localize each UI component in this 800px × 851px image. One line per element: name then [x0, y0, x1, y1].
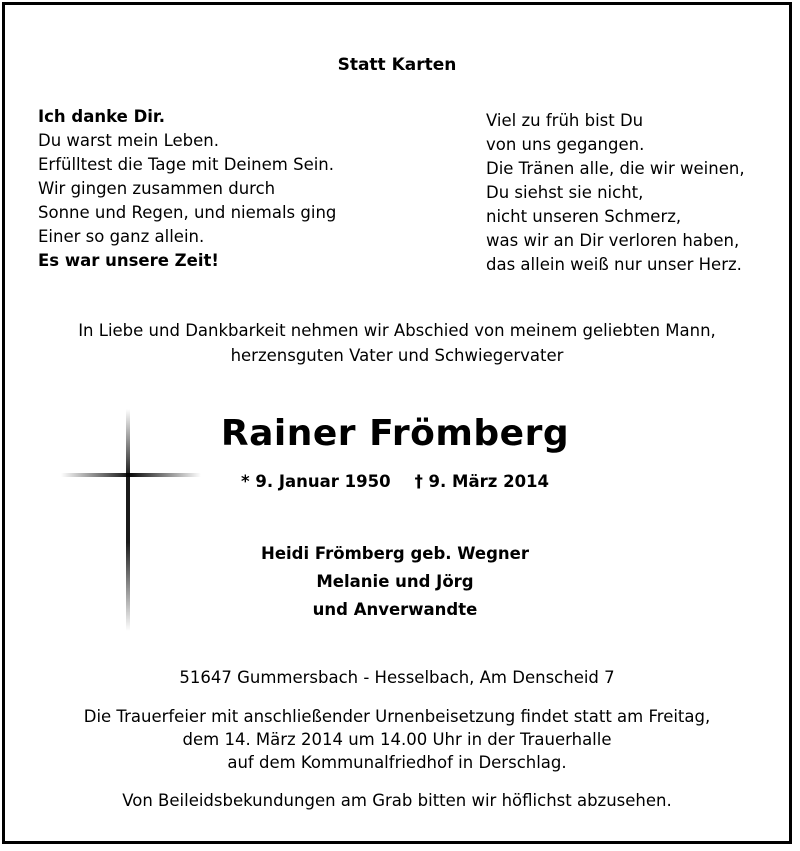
poem-left-line: Sonne und Regen, und niemals ging — [38, 203, 337, 222]
poem-right-line: Du siehst sie nicht, — [486, 183, 644, 202]
closing-note: Von Beileidsbekundungen am Grab bitten wir höflichst abzusehen. — [122, 791, 672, 810]
birth-date: * 9. Januar 1950 — [240, 472, 391, 491]
poem-left-line: Erfülltest die Tage mit Deinem Sein. — [38, 155, 335, 174]
poem-left-line: Ich danke Dir. — [38, 107, 165, 126]
intro-line: herzensguten Vater und Schwiegervater — [230, 346, 564, 365]
ceremony-line: auf dem Kommunalfriedhof in Derschlag. — [227, 753, 567, 772]
intro-text — [5, 318, 789, 368]
mourner-line: und Anverwandte — [312, 600, 478, 619]
deceased-name: Rainer Frömberg — [220, 413, 570, 454]
poem-right-line: nicht unseren Schmerz, — [486, 207, 682, 226]
poem-right-line: von uns gegangen. — [486, 135, 645, 154]
poem-right-line: was wir an Dir verloren haben, — [486, 231, 740, 250]
poem-left-line: Du warst mein Leben. — [38, 131, 220, 150]
poem-left-line: Es war unsere Zeit! — [38, 251, 219, 270]
poem-left-line: Wir gingen zusammen durch — [38, 179, 276, 198]
obituary-notice — [2, 2, 792, 844]
intro-line: In Liebe und Dankbarkeit nehmen wir Abschied von meinem geliebten Mann, — [78, 321, 716, 340]
mourner-line: Heidi Frömberg geb. Wegner — [261, 544, 529, 563]
ceremony-line: Die Trauerfeier mit anschließender Urnenbeisetzung findet statt am Freitag, — [83, 707, 711, 726]
life-dates — [145, 472, 645, 491]
poem-left-line: Einer so ganz allein. — [38, 227, 205, 246]
poem-right-line: Die Tränen alle, die wir weinen, — [486, 159, 745, 178]
ceremony-info — [5, 705, 789, 774]
poem-right-line: das allein weiß nur unser Herz. — [486, 255, 742, 274]
ceremony-line: dem 14. März 2014 um 14.00 Uhr in der Trauerhalle — [182, 730, 612, 749]
mourner-line: Melanie und Jörg — [316, 572, 474, 591]
address: 51647 Gummersbach - Hesselbach, Am Denscheid 7 — [179, 668, 615, 687]
poem-right-line: Viel zu früh bist Du — [486, 111, 644, 130]
death-date: † 9. März 2014 — [414, 472, 550, 491]
mourners — [145, 540, 645, 624]
heading: Statt Karten — [337, 55, 457, 75]
poem-right — [486, 109, 745, 277]
poem-left — [38, 105, 336, 273]
